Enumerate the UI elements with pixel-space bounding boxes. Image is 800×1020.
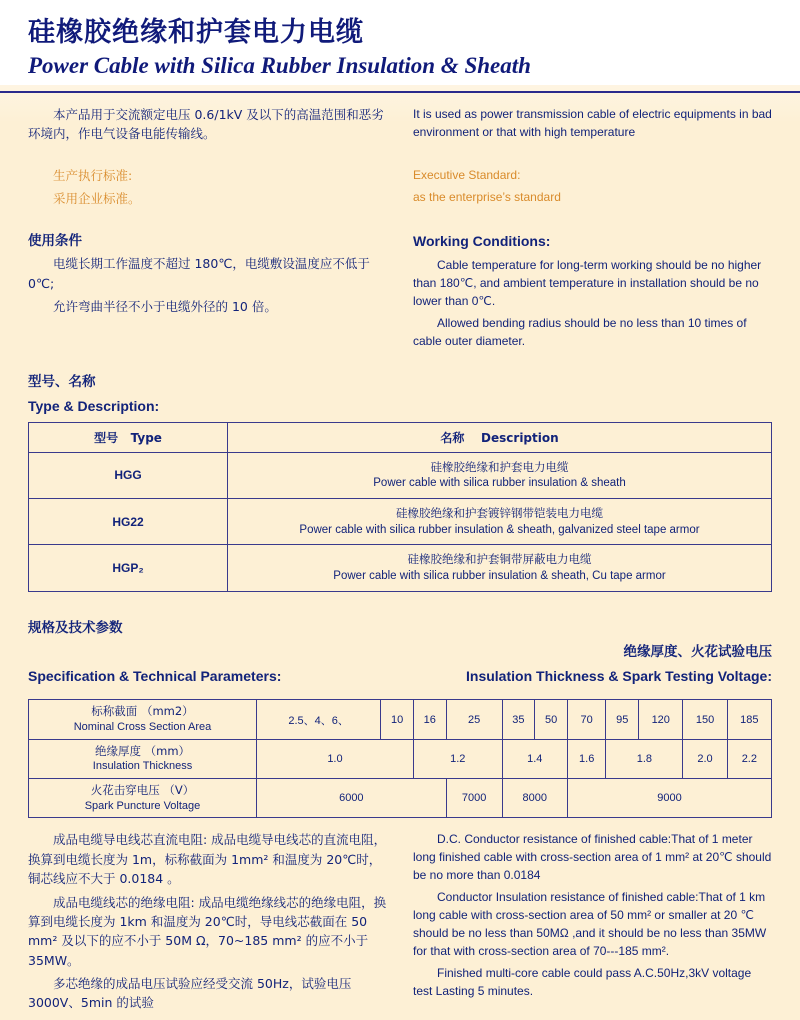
spec-heading-cn: 规格及技术参数 [28, 619, 123, 636]
spec-cell: 50 [535, 700, 568, 739]
spec-cell: 120 [639, 700, 683, 739]
working-conditions-section [28, 231, 772, 355]
spec-cell: 185 [727, 700, 771, 739]
spec-cell: 25 [446, 700, 502, 739]
spec-row-label-cn: 标称截面 （mm2） [91, 704, 194, 719]
standard-cn-line2: 采用企业标准。 [53, 191, 141, 207]
spec-cell: 35 [502, 700, 535, 739]
type-description-cn: 硅橡胶绝缘和护套电力电缆 [430, 459, 569, 474]
intro-col-cn [28, 105, 387, 148]
type-column-header-en: Type [130, 430, 162, 445]
standard-cn-line1: 生产执行标准: [53, 167, 133, 183]
working-conditions-cn-p2: 允许弯曲半径不小于电缆外径的 10 倍。 [53, 299, 277, 315]
intro-col-en [413, 105, 772, 148]
spec-cell: 150 [683, 700, 727, 739]
resistance-cn-p3: 多芯绝缘的成品电压试验应经受交流 50Hz，试验电压 3000V、5min 的试验 [28, 976, 352, 1011]
type-column-header [29, 422, 228, 452]
spec-cell: 8000 [502, 779, 567, 818]
type-code: HGP₂ [29, 545, 228, 591]
resistance-section [28, 830, 772, 1016]
spec-cell: 10 [381, 700, 414, 739]
desc-column-header [228, 422, 772, 452]
spec-heading-row [28, 642, 772, 692]
table-row [29, 499, 772, 545]
standard-en-line2: as the enterprise’s standard [413, 189, 561, 204]
type-description-en: Power cable with silica rubber insulation & sheath [373, 477, 626, 490]
intro-text-cn: 本产品用于交流额定电压 0.6/1kV 及以下的高温范围和恶劣环境内，作电气设备电能传输线。 [28, 107, 384, 142]
spec-side-note-en: Insulation Thickness & Spark Testing Voltage: [466, 667, 772, 684]
type-description [228, 499, 772, 545]
working-conditions-cn-p1: 电缆长期工作温度不超过 180℃，电缆敷设温度应不低于 0℃; [28, 256, 370, 291]
resistance-en-p1: D.C. Conductor resistance of finished cable:That of 1 meter long finished cable with cross-section area of 1 mm² at 20℃ should be no more than 0.0184 [413, 832, 772, 883]
resistance-col-cn [28, 830, 387, 1016]
spec-row-label-cn: 火花击穿电压 （V） [90, 783, 195, 798]
standard-col-en [413, 166, 772, 213]
type-column-header-cn: 型号 [94, 430, 119, 445]
type-description-section [28, 372, 772, 592]
spec-cell: 9000 [567, 779, 771, 818]
working-conditions-en-p1: Cable temperature for long-term working should be no higher than 180℃, and ambient temperature in installation should be no lower than 0℃. [413, 258, 762, 309]
specification-table [28, 699, 772, 818]
type-description-en: Power cable with silica rubber insulation & sheath, Cu tape armor [333, 570, 666, 583]
resistance-cn-p1: 成品电缆导电线芯直流电阻: 成品电缆导电线芯的直流电阻，换算到电缆长度为 1m，标称截面为 1mm² 和温度为 20℃时，铜芯线应不大于 0.0184 。 [28, 832, 387, 887]
type-description-cn: 硅橡胶绝缘和护套镀锌钢带铠装电力电缆 [396, 506, 603, 521]
resistance-en-p2: Conductor Insulation resistance of finished cable:That of 1 km long cable with cross-section area of 50 mm² or smaller at 20 ℃ should be no less than 50MΩ ,and it should be no less than 35MW for that with cross-section area of 70---185 mm². [413, 890, 767, 959]
desc-column-header-en: Description [481, 430, 559, 445]
spec-cell: 2.5、4、6、 [257, 700, 381, 739]
spec-row-label-en: Spark Puncture Voltage [84, 799, 201, 812]
specification-section [28, 618, 772, 819]
intro-text-en: It is used as power transmission cable of electric equipments in bad environment or that with high temperature [413, 107, 772, 139]
page-header [0, 0, 800, 85]
desc-column-header-cn: 名称 [440, 430, 465, 445]
spec-side-note-cn: 绝缘厚度、火花试验电压 [623, 643, 772, 660]
spec-cell: 1.2 [413, 739, 502, 778]
spec-row-label-en: Nominal Cross Section Area [73, 720, 212, 733]
spec-cell: 6000 [257, 779, 447, 818]
table-row [29, 779, 772, 818]
table-row [29, 700, 772, 739]
resistance-col-en [413, 830, 772, 1016]
spec-cell: 2.2 [727, 739, 771, 778]
type-heading-cn: 型号、名称 [28, 374, 96, 391]
working-conditions-cn [28, 231, 387, 355]
spec-cell: 1.8 [606, 739, 683, 778]
spec-side-note [466, 642, 772, 692]
spec-row-label-en: Insulation Thickness [92, 760, 193, 773]
spec-row-label [29, 779, 257, 818]
working-conditions-en [413, 231, 772, 355]
spec-cell: 1.0 [257, 739, 414, 778]
spec-cell: 70 [567, 700, 605, 739]
working-conditions-heading-en: Working Conditions: [413, 232, 551, 249]
page-title-en: Power Cable with Silica Rubber Insulation & Sheath [28, 53, 531, 78]
spec-row-label-cn: 绝缘厚度 （mm） [94, 743, 191, 758]
table-row [29, 545, 772, 591]
resistance-cn-p2: 成品电缆线芯的绝缘电阻: 成品电缆绝缘线芯的绝缘电阻，换算到电缆长度为 1km 和温度为 20℃时，导电线芯截面在 50 mm² 及以下的应不小于 50M Ω，70~185 mm² 的应不小于 35MW。 [28, 894, 387, 968]
type-description [228, 452, 772, 498]
spec-cell: 1.6 [567, 739, 605, 778]
working-conditions-heading-cn: 使用条件 [28, 232, 82, 249]
type-description-table [28, 422, 772, 592]
standard-en-line1: Executive Standard: [413, 167, 521, 182]
standard-col-cn [28, 166, 387, 213]
working-conditions-en-p2: Allowed bending radius should be no less than 10 times of cable outer diameter. [413, 316, 747, 349]
type-heading-en: Type & Description: [28, 398, 160, 415]
spec-heading-en: Specification & Technical Parameters: [28, 667, 282, 684]
intro-section [28, 105, 772, 148]
type-description-cn: 硅橡胶绝缘和护套铜带屏蔽电力电缆 [407, 552, 592, 567]
type-code: HG22 [29, 499, 228, 545]
spec-cell: 16 [413, 700, 446, 739]
spec-cell: 1.4 [502, 739, 567, 778]
spec-cell: 7000 [446, 779, 502, 818]
type-code: HGG [29, 452, 228, 498]
spec-cell: 2.0 [683, 739, 727, 778]
type-description-en: Power cable with silica rubber insulation & sheath, galvanized steel tape armor [299, 523, 700, 536]
table-row [29, 739, 772, 778]
spec-row-label [29, 700, 257, 739]
standard-section [28, 166, 772, 213]
type-description [228, 545, 772, 591]
spec-cell: 95 [606, 700, 639, 739]
table-header-row [29, 422, 772, 452]
spec-row-label [29, 739, 257, 778]
document-body [0, 93, 800, 1017]
table-row [29, 452, 772, 498]
resistance-en-p3: Finished multi-core cable could pass A.C.50Hz,3kV voltage test Lasting 5 minutes. [413, 966, 752, 999]
page-title-cn: 硅橡胶绝缘和护套电力电缆 [28, 17, 364, 48]
